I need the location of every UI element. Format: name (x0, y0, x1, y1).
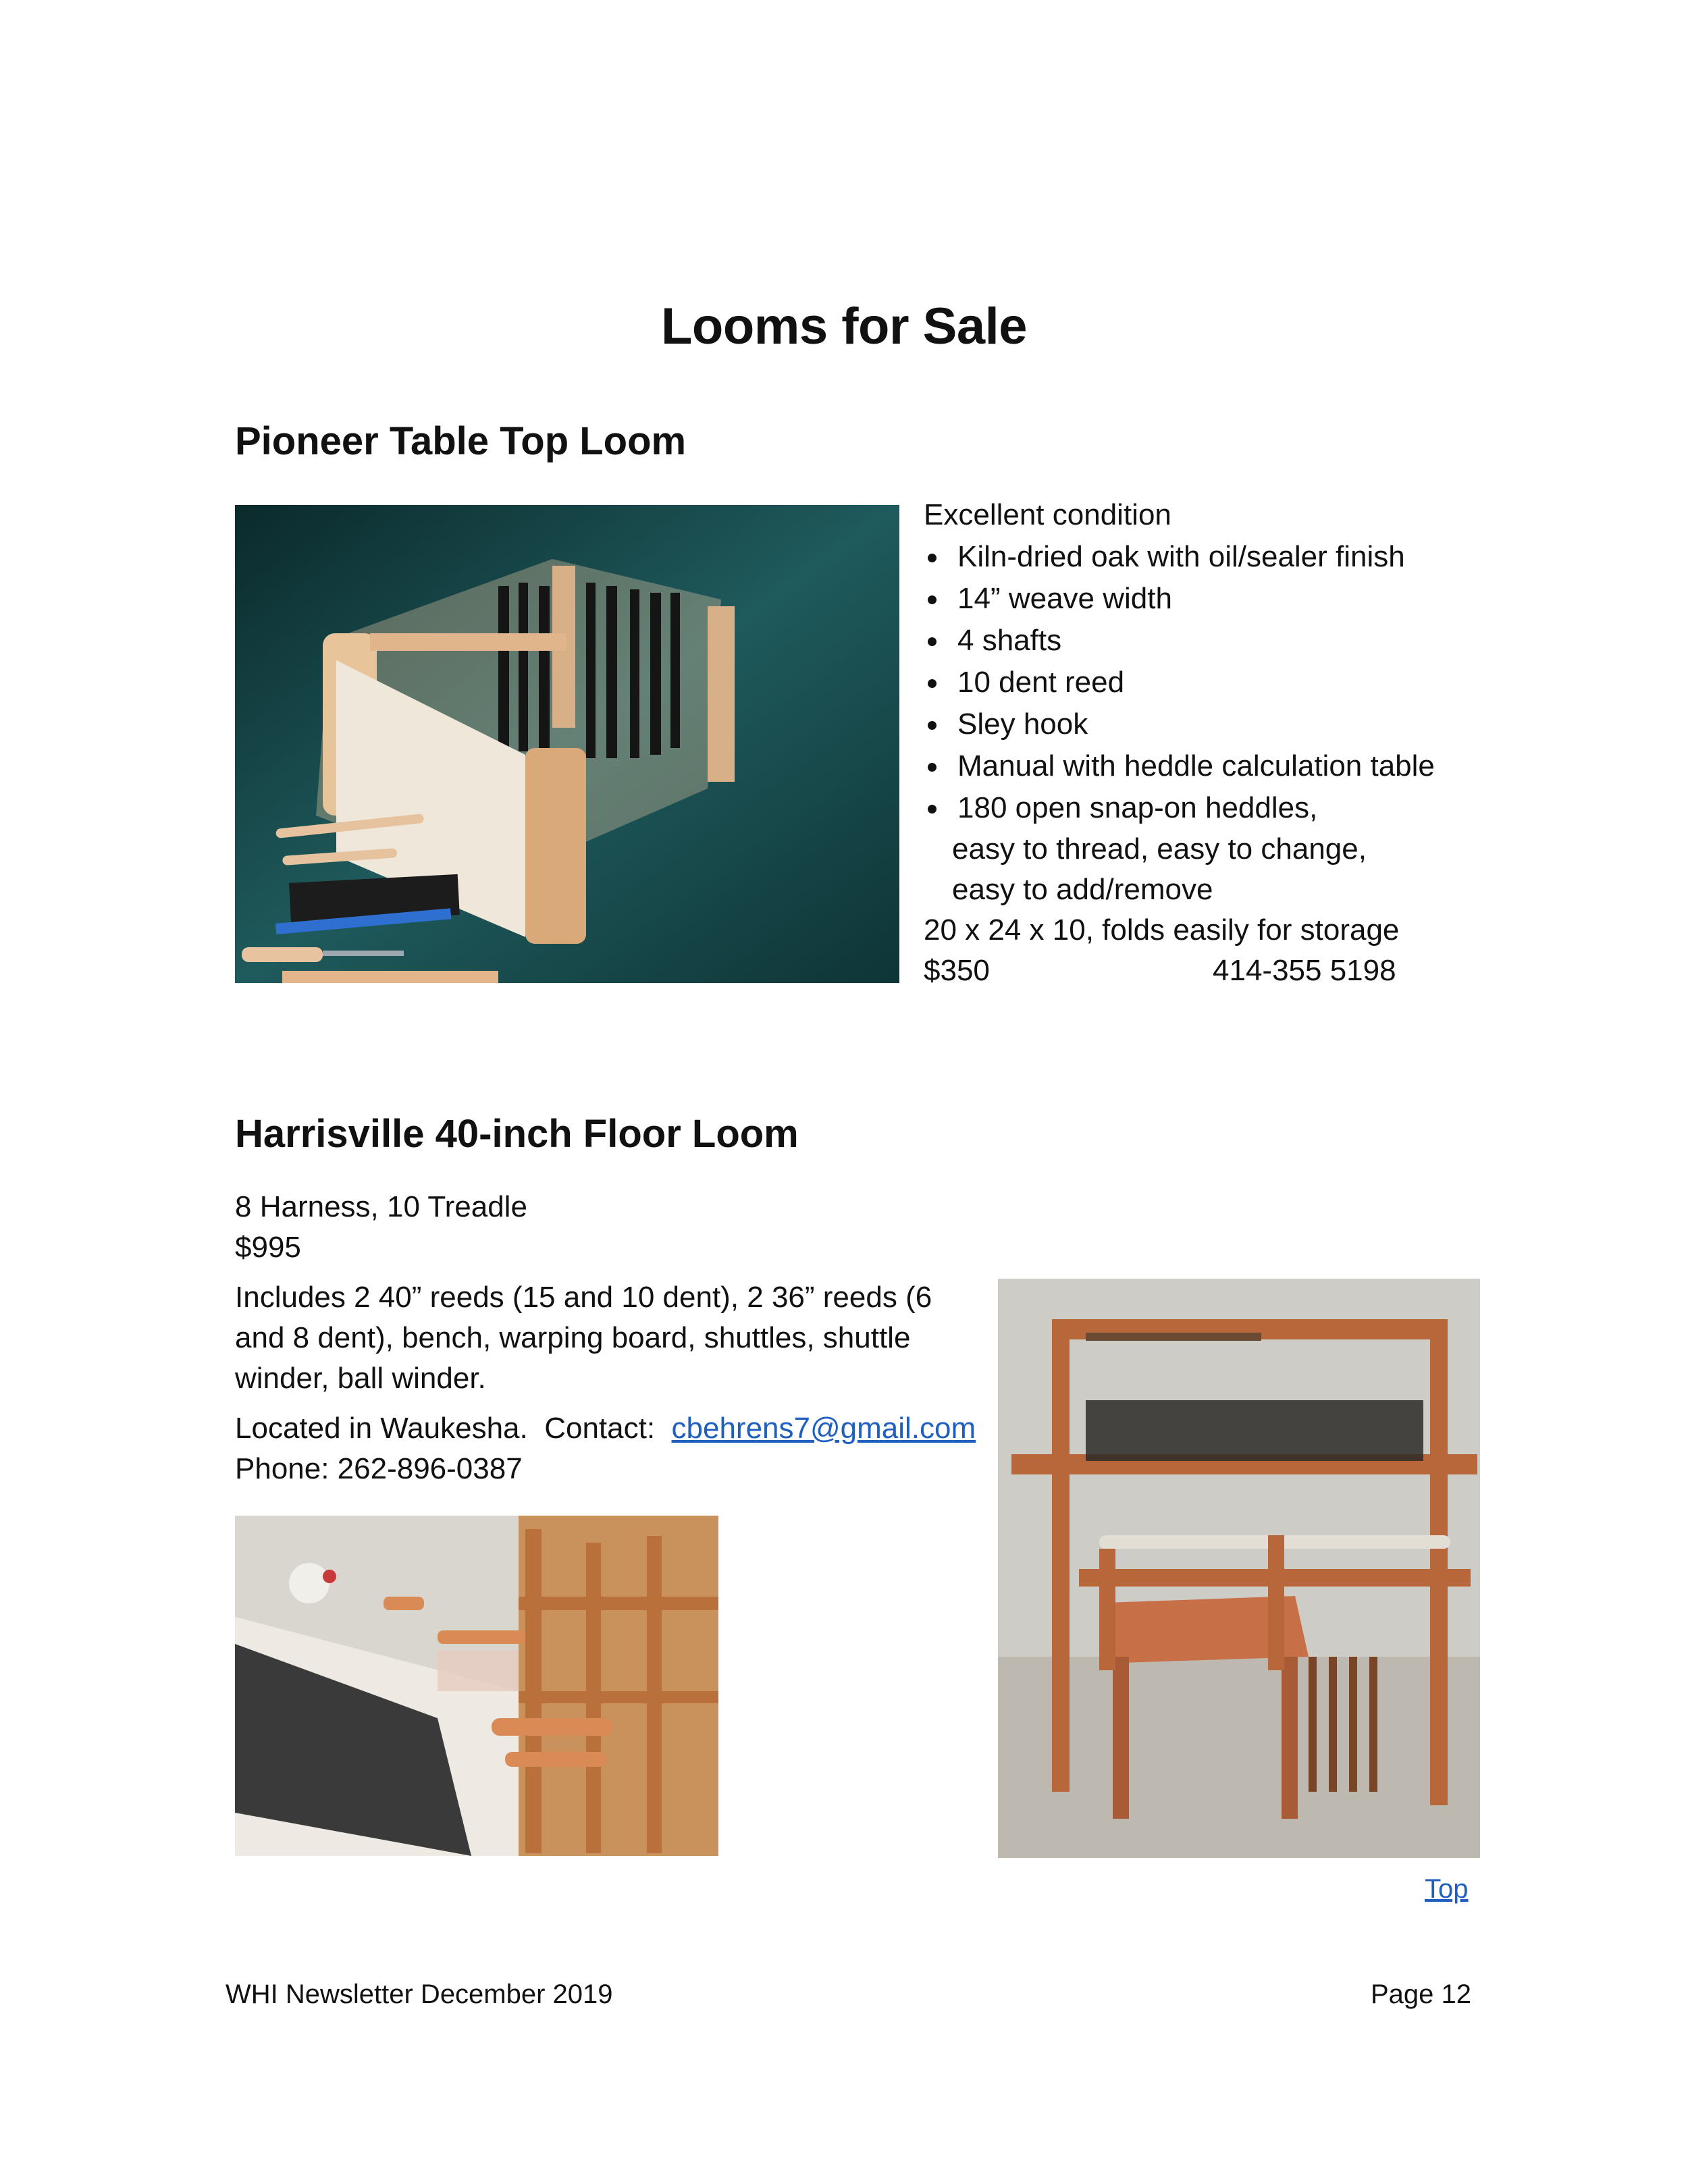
list-item: 14” weave width (924, 578, 1626, 620)
harrisville-location-row (235, 1408, 978, 1449)
pioneer-price-row (924, 951, 1626, 991)
list-item: Kiln-dried oak with oil/sealer finish (924, 536, 1626, 578)
list-item: 10 dent reed (924, 662, 1626, 703)
pioneer-loom-photo (235, 505, 899, 983)
list-item: Sley hook (924, 703, 1626, 745)
harrisville-includes (235, 1277, 978, 1399)
pioneer-details (924, 494, 1626, 991)
list-item: Manual with heddle calculation table (924, 745, 1626, 787)
harrisville-details (235, 1187, 978, 1489)
pioneer-heading: Pioneer Table Top Loom (235, 419, 687, 463)
footer-page-number: Page 12 (1371, 1979, 1472, 2009)
footer-newsletter-name: WHI Newsletter December 2019 (226, 1979, 613, 2009)
pioneer-feature-list (924, 536, 1626, 829)
harrisville-loom-side-photo (235, 1516, 718, 1856)
pioneer-phone: 414-355 5198 (1213, 954, 1396, 987)
bullet-continuation: easy to add/remove (952, 873, 1213, 906)
harrisville-price: $995 (235, 1231, 301, 1264)
includes-line: Includes 2 40” reeds (15 and 10 dent), 2 36” reeds (6 (235, 1281, 932, 1314)
list-item: 180 open snap-on heddles, (924, 787, 1626, 829)
pioneer-price: $350 (924, 954, 990, 987)
bullet-continuation: easy to thread, easy to change, (952, 832, 1367, 865)
top-link[interactable]: Top (1425, 1874, 1469, 1904)
harrisville-phone: Phone: 262-896-0387 (235, 1452, 523, 1485)
page-title: Looms for Sale (661, 298, 1027, 355)
harrisville-loom-front-photo (998, 1279, 1480, 1858)
harrisville-heading: Harrisville 40-inch Floor Loom (235, 1112, 799, 1156)
email-link[interactable]: cbehrens7@gmail.com (671, 1412, 976, 1445)
pioneer-dimensions: 20 x 24 x 10, folds easily for storage (924, 913, 1400, 947)
harrisville-spec: 8 Harness, 10 Treadle (235, 1190, 527, 1223)
list-item: 4 shafts (924, 620, 1626, 662)
location-text: Located in Waukesha. Contact: (235, 1412, 672, 1445)
includes-line: winder, ball winder. (235, 1362, 486, 1395)
pioneer-intro: Excellent condition (924, 498, 1171, 531)
includes-line: and 8 dent), bench, warping board, shuttles, shuttle (235, 1321, 911, 1354)
